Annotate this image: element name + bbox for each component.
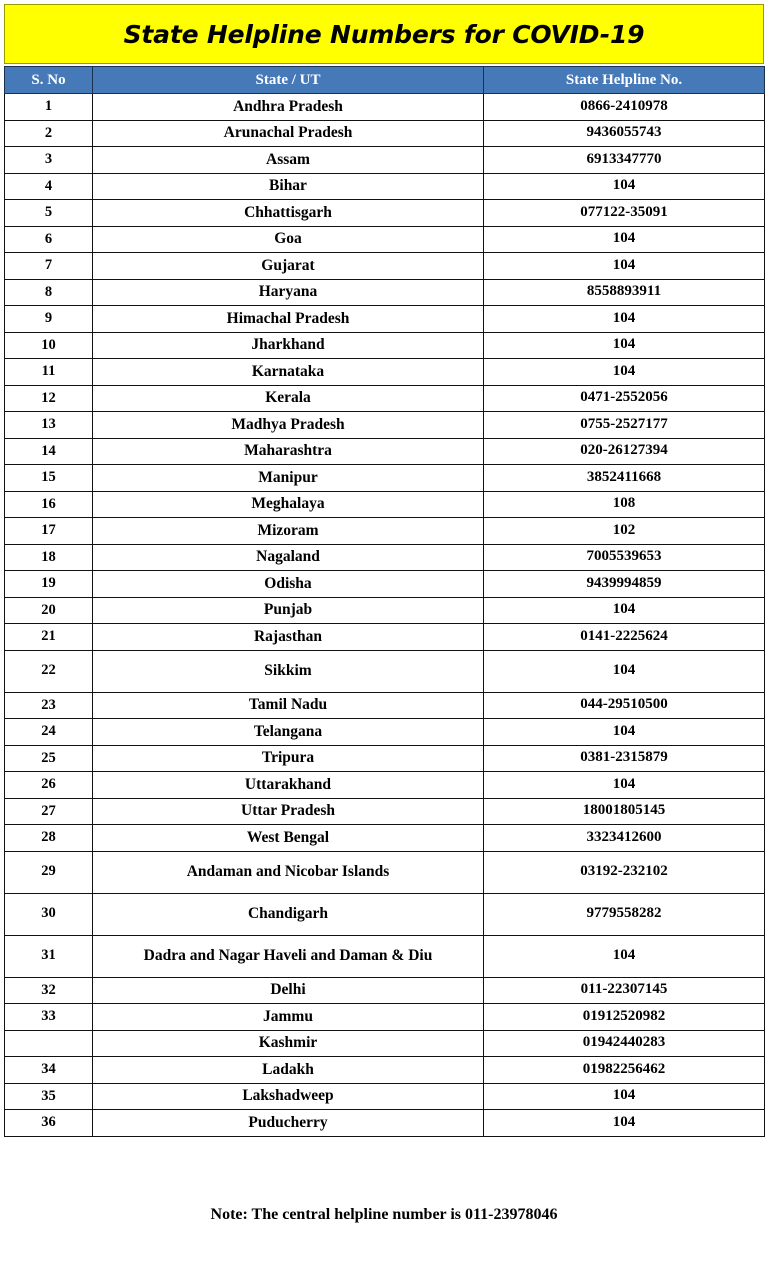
helpline-table-container — [4, 66, 764, 1137]
cell-serial-number: 29 — [5, 851, 93, 893]
cell-helpline-number: 0381-2315879 — [484, 745, 765, 772]
cell-state-name: Tripura — [93, 745, 484, 772]
table-row — [5, 935, 765, 977]
cell-helpline-number: 9439994859 — [484, 571, 765, 598]
cell-serial-number: 7 — [5, 253, 93, 280]
table-row — [5, 825, 765, 852]
cell-helpline-number: 104 — [484, 359, 765, 386]
cell-serial-number: 13 — [5, 412, 93, 439]
table-row — [5, 412, 765, 439]
cell-state-name: Uttar Pradesh — [93, 798, 484, 825]
cell-state-name: Telangana — [93, 719, 484, 746]
table-row — [5, 332, 765, 359]
cell-helpline-number: 01912520982 — [484, 1004, 765, 1031]
cell-state-name: Puducherry — [93, 1110, 484, 1137]
cell-serial-number: 23 — [5, 692, 93, 719]
table-row — [5, 359, 765, 386]
cell-helpline-number: 104 — [484, 772, 765, 799]
table-row — [5, 385, 765, 412]
cell-state-name: Tamil Nadu — [93, 692, 484, 719]
cell-state-name: Bihar — [93, 173, 484, 200]
cell-serial-number: 22 — [5, 650, 93, 692]
cell-helpline-number: 3323412600 — [484, 825, 765, 852]
cell-state-name: Punjab — [93, 597, 484, 624]
cell-helpline-number: 104 — [484, 1110, 765, 1137]
cell-helpline-number: 104 — [484, 332, 765, 359]
table-row — [5, 94, 765, 121]
table-row — [5, 200, 765, 227]
cell-serial-number: 16 — [5, 491, 93, 518]
cell-helpline-number: 104 — [484, 1083, 765, 1110]
cell-state-name: Karnataka — [93, 359, 484, 386]
cell-serial-number: 27 — [5, 798, 93, 825]
cell-helpline-number: 9779558282 — [484, 893, 765, 935]
cell-serial-number: 12 — [5, 385, 93, 412]
cell-state-name: Rajasthan — [93, 624, 484, 651]
cell-helpline-number: 104 — [484, 253, 765, 280]
cell-serial-number: 32 — [5, 977, 93, 1004]
cell-state-name: West Bengal — [93, 825, 484, 852]
table-row — [5, 650, 765, 692]
table-row — [5, 518, 765, 545]
cell-serial-number: 4 — [5, 173, 93, 200]
cell-state-name: Andhra Pradesh — [93, 94, 484, 121]
page-title: State Helpline Numbers for COVID-19 — [123, 19, 645, 49]
table-row — [5, 745, 765, 772]
cell-state-name: Lakshadweep — [93, 1083, 484, 1110]
table-row — [5, 772, 765, 799]
table-row — [5, 438, 765, 465]
cell-serial-number: 18 — [5, 544, 93, 571]
table-header — [5, 67, 765, 94]
cell-serial-number: 2 — [5, 120, 93, 147]
cell-helpline-number: 011-22307145 — [484, 977, 765, 1004]
cell-serial-number: 33 — [5, 1004, 93, 1031]
cell-helpline-number: 104 — [484, 935, 765, 977]
cell-helpline-number: 0471-2552056 — [484, 385, 765, 412]
cell-state-name: Arunachal Pradesh — [93, 120, 484, 147]
cell-serial-number: 31 — [5, 935, 93, 977]
cell-helpline-number: 0755-2527177 — [484, 412, 765, 439]
cell-state-name: Kashmir — [93, 1030, 484, 1057]
cell-state-name: Delhi — [93, 977, 484, 1004]
cell-state-name: Andaman and Nicobar Islands — [93, 851, 484, 893]
cell-serial-number: 34 — [5, 1057, 93, 1084]
table-row — [5, 306, 765, 333]
cell-helpline-number: 104 — [484, 173, 765, 200]
column-header-state: State / UT — [93, 67, 484, 94]
cell-serial-number: 11 — [5, 359, 93, 386]
table-row — [5, 491, 765, 518]
table-row — [5, 226, 765, 253]
cell-serial-number: 21 — [5, 624, 93, 651]
cell-serial-number: 35 — [5, 1083, 93, 1110]
cell-serial-number: 19 — [5, 571, 93, 598]
cell-serial-number: 30 — [5, 893, 93, 935]
cell-serial-number: 3 — [5, 147, 93, 174]
cell-state-name: Jammu — [93, 1004, 484, 1031]
table-row — [5, 571, 765, 598]
cell-state-name: Kerala — [93, 385, 484, 412]
cell-helpline-number: 077122-35091 — [484, 200, 765, 227]
cell-state-name: Chhattisgarh — [93, 200, 484, 227]
helpline-table — [4, 66, 765, 1137]
cell-helpline-number: 01942440283 — [484, 1030, 765, 1057]
column-header-helpline: State Helpline No. — [484, 67, 765, 94]
table-row — [5, 1083, 765, 1110]
cell-helpline-number: 108 — [484, 491, 765, 518]
cell-serial-number: 9 — [5, 306, 93, 333]
cell-serial-number: 25 — [5, 745, 93, 772]
cell-helpline-number: 9436055743 — [484, 120, 765, 147]
cell-state-name: Ladakh — [93, 1057, 484, 1084]
cell-helpline-number: 01982256462 — [484, 1057, 765, 1084]
table-row — [5, 851, 765, 893]
cell-serial-number: 14 — [5, 438, 93, 465]
cell-helpline-number: 102 — [484, 518, 765, 545]
cell-state-name: Chandigarh — [93, 893, 484, 935]
cell-serial-number — [5, 1030, 93, 1057]
table-row — [5, 597, 765, 624]
table-row — [5, 719, 765, 746]
table-row — [5, 1110, 765, 1137]
table-row — [5, 253, 765, 280]
cell-helpline-number: 18001805145 — [484, 798, 765, 825]
table-row — [5, 120, 765, 147]
cell-helpline-number: 0141-2225624 — [484, 624, 765, 651]
cell-state-name: Manipur — [93, 465, 484, 492]
cell-state-name: Sikkim — [93, 650, 484, 692]
cell-helpline-number: 044-29510500 — [484, 692, 765, 719]
cell-helpline-number: 6913347770 — [484, 147, 765, 174]
table-row — [5, 465, 765, 492]
cell-serial-number: 10 — [5, 332, 93, 359]
cell-state-name: Meghalaya — [93, 491, 484, 518]
table-body — [5, 94, 765, 1137]
table-row — [5, 147, 765, 174]
cell-state-name: Maharashtra — [93, 438, 484, 465]
cell-serial-number: 26 — [5, 772, 93, 799]
cell-serial-number: 6 — [5, 226, 93, 253]
cell-helpline-number: 104 — [484, 719, 765, 746]
column-header-sno: S. No — [5, 67, 93, 94]
cell-serial-number: 8 — [5, 279, 93, 306]
table-row — [5, 624, 765, 651]
cell-state-name: Gujarat — [93, 253, 484, 280]
table-row — [5, 893, 765, 935]
cell-state-name: Assam — [93, 147, 484, 174]
cell-state-name: Nagaland — [93, 544, 484, 571]
table-row — [5, 1057, 765, 1084]
table-row — [5, 798, 765, 825]
cell-helpline-number: 020-26127394 — [484, 438, 765, 465]
cell-helpline-number: 104 — [484, 226, 765, 253]
cell-serial-number: 20 — [5, 597, 93, 624]
cell-state-name: Jharkhand — [93, 332, 484, 359]
table-row — [5, 1030, 765, 1057]
cell-state-name: Haryana — [93, 279, 484, 306]
cell-serial-number: 28 — [5, 825, 93, 852]
table-row — [5, 977, 765, 1004]
cell-helpline-number: 104 — [484, 306, 765, 333]
cell-state-name: Dadra and Nagar Haveli and Daman & Diu — [93, 935, 484, 977]
table-row — [5, 692, 765, 719]
table-header-row — [5, 67, 765, 94]
cell-state-name: Odisha — [93, 571, 484, 598]
cell-serial-number: 17 — [5, 518, 93, 545]
cell-state-name: Madhya Pradesh — [93, 412, 484, 439]
cell-helpline-number: 8558893911 — [484, 279, 765, 306]
cell-serial-number: 1 — [5, 94, 93, 121]
cell-state-name: Himachal Pradesh — [93, 306, 484, 333]
cell-state-name: Goa — [93, 226, 484, 253]
cell-helpline-number: 0866-2410978 — [484, 94, 765, 121]
cell-serial-number: 15 — [5, 465, 93, 492]
cell-serial-number: 5 — [5, 200, 93, 227]
cell-helpline-number: 7005539653 — [484, 544, 765, 571]
footer-note: Note: The central helpline number is 011-23978046 — [210, 1206, 558, 1223]
cell-helpline-number: 104 — [484, 650, 765, 692]
cell-state-name: Mizoram — [93, 518, 484, 545]
table-row — [5, 1004, 765, 1031]
table-row — [5, 279, 765, 306]
table-row — [5, 544, 765, 571]
cell-helpline-number: 3852411668 — [484, 465, 765, 492]
cell-helpline-number: 03192-232102 — [484, 851, 765, 893]
cell-helpline-number: 104 — [484, 597, 765, 624]
cell-serial-number: 24 — [5, 719, 93, 746]
page-title-banner — [4, 4, 764, 64]
cell-serial-number: 36 — [5, 1110, 93, 1137]
table-row — [5, 173, 765, 200]
cell-state-name: Uttarakhand — [93, 772, 484, 799]
